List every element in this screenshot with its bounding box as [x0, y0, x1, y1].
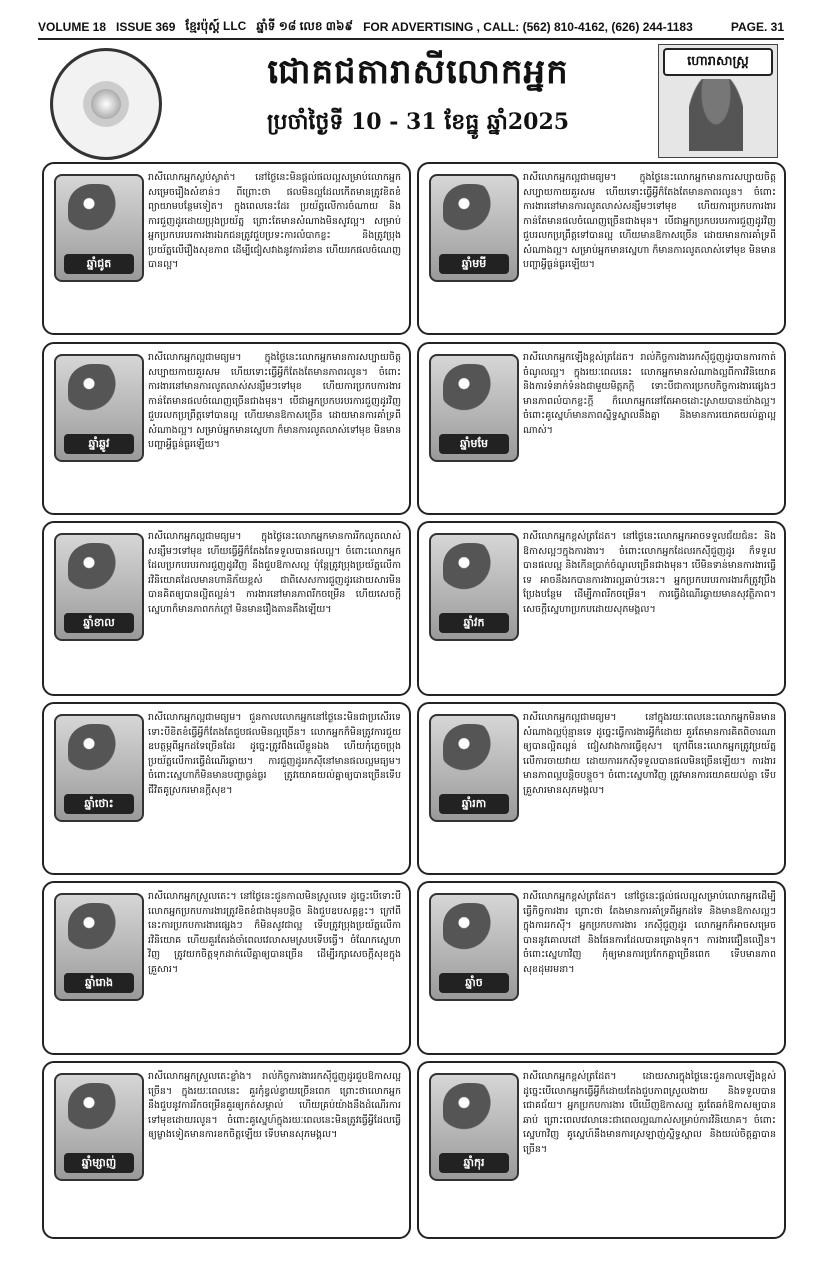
zodiac-image — [429, 1073, 519, 1181]
horoscope-card — [417, 1061, 786, 1239]
masthead-bar — [38, 16, 784, 40]
zodiac-label: ឆ្នាំថោះ — [64, 794, 134, 814]
horoscope-card — [42, 702, 411, 875]
horoscope-card — [417, 702, 786, 875]
zodiac-label: ឆ្នាំវក — [439, 613, 509, 633]
zodiac-label: ឆ្នាំជូត — [64, 254, 134, 274]
horoscope-text: រាសីលោកអ្នកល្អជាមធ្យម។ ក្នុងថ្ងៃនេះលោកអ្នកមានការរីកលូតលាស់សន្សឹមៗទៅមុខ ហើយធ្វើអ្វីក៏តែងតែទទួលបានផលល្អ។ ចំពោះលោកអ្នកដែលប្រកបរបរការជួញដូរវិញ នឹងជួបឱកាសល្អ ប៉ុន្តែត្រូវប្រុងប្រយ័ត្នលើការវិនិយោគដែលមានហានិភ័យខ្ពស់ ជាពិសេសការជួញដូរដោយសារមិនបានគិតឲ្យបានល្អិតល្អន់។ ការងារនៅមានភាពរីកចម្រើន ហើយសេចក្ដីស្នេហាក៏មានភាពកក់ក្ដៅ មិនមានរឿងតានតឹងឡើយ។ — [148, 531, 401, 615]
paper-name: ខ្មែរប៉ុស្ត៍ LLC — [185, 19, 247, 33]
page-title: ជោគជតារាសីលោកអ្នក — [267, 52, 569, 92]
zodiac-label: ឆ្នាំខាល — [64, 613, 134, 633]
horoscope-text: រាសីលោកអ្នកស្ងប់ស្ងាត់។ នៅថ្ងៃនេះមិនផ្ដល់ផលល្អសម្រាប់លោកអ្នកសម្រេចរឿងសំខាន់ៗ ពីព្រោះថា ផលមិនល្អដែលកើតមានត្រូវខិតខំព្យាយាមបន្ថែមទៀត។ ក្នុងពេលនេះដែរ ប្រយ័ត្នលើការចំណាយ និងការជួញដូរដោយប្រុងប្រយ័ត្ន ព្រោះតែមានសំណាងមិនសូវល្អ។ សម្រាប់អ្នកប្រកបរបរការងារឯកជនត្រូវជួបប្រទះការលំបាកខ្លះ និងត្រូវប្រុងប្រយ័ត្នលើរឿងសុខភាព ដើម្បីជៀសវាងនូវការរំខាន ហើយរកផលចំណេញបានល្អ។ — [148, 172, 401, 270]
zodiac-image — [54, 174, 144, 282]
horoscope-text: រាសីលោកអ្នកល្អជាមធ្យម។ ក្នុងថ្ងៃនេះលោកអ្នកមានការសប្បាយចិត្ត សប្បាយកាយគួរសម ហើយទោះធ្វើអ្វីក៏តែងតែមានភាពរលូន។ ចំពោះការងារនៅមានការលូតលាស់សន្សឹមៗទៅមុខ ហើយការប្រកបការងារកាន់តែមានផលចំណេញច្រើនជាងមុន។ បើជាអ្នកប្រកបរបរការជួញដូរវិញ ជួបរលកប្រព្រឹត្តទៅបានល្អ ហើយមានឱកាសច្រើន ដោយមានការគាំទ្រពីសំណាងល្អ។ សម្រាប់អ្នកមានស្នេហា ក៏មានការលូតលាស់ទៅមុខ មិនមានបញ្ហាអ្វីធ្ងន់ធ្ងរឡើយ។ — [523, 172, 776, 270]
zodiac-label: ឆ្នាំម្សាញ់ — [64, 1153, 134, 1173]
horoscope-text: រាសីលោកអ្នកល្អជាមធ្យម។ ជួនកាលលោកអ្នកនៅថ្ងៃនេះមិនជាប្រសើរទេ ទោះបីខិតខំធ្វើអ្វីក៏តែងតែជួបផលមិនល្អច្រើន។ លោកអ្នកក៏មិនត្រូវការជួយឧបត្ថម្ភពីអ្នកដទៃច្រើនដែរ ដូច្នេះត្រូវពឹងលើខ្លួនឯង ហើយកុំភ្លេចប្រុងប្រយ័ត្នលើការធ្វើដំណើរឆ្ងាយ។ ការជួញដូររកស៊ីនៅមានផលល្អមធ្យម។ ចំពោះស្នេហាក៏មិនមានបញ្ហាធ្ងន់ធ្ងរ ត្រូវយោគយល់គ្នាឲ្យបានច្រើនទើបជីវិតគូស្រករមានក្ដីសុខ។ — [148, 712, 401, 796]
zodiac-label: ឆ្នាំច — [439, 973, 509, 993]
volume: VOLUME 18 — [38, 20, 107, 34]
pig-icon — [443, 1083, 503, 1139]
horoscope-card — [417, 881, 786, 1055]
horoscope-card — [417, 162, 786, 335]
horoscope-text: រាសីលោកអ្នកឡើងខ្ពស់ត្រដែត។ រាល់កិច្ចការងាររកស៊ីជួញដូរបានការកាត់ចំណូលល្អ។ ក្នុងរយៈពេលនេះ លោកអ្នកមានសំណាងល្អពីការវិនិយោគ និងការទំនាក់ទំនងជាមួយមិត្តភក្ដិ ទោះបីជាការប្រកបកិច្ចការងារផ្សេងៗមានភាពលំបាកខ្លះក្ដី ក៏លោកអ្នកនៅតែអាចដោះស្រាយបានយ៉ាងល្អ។ ចំពោះគូស្នេហ៍មានភាពស្និទ្ធស្នាលនឹងគ្នា និងមានការយោគយល់គ្នាល្អណាស់។ — [523, 352, 776, 436]
zodiac-image — [429, 354, 519, 462]
zodiac-image — [429, 893, 519, 1001]
horse-icon — [443, 184, 503, 240]
rabbit-icon — [68, 724, 128, 780]
horoscope-card — [417, 342, 786, 515]
rat-icon — [68, 184, 128, 240]
astrologer-figure-icon — [689, 79, 743, 151]
page-header — [38, 42, 784, 160]
zodiac-wheel-icon — [50, 48, 162, 160]
dragon-icon — [68, 903, 128, 959]
zodiac-label: ឆ្នាំរកា — [439, 794, 509, 814]
zodiac-image — [429, 533, 519, 641]
zodiac-image — [429, 714, 519, 822]
zodiac-image — [54, 714, 144, 822]
page-number: PAGE. 31 — [730, 20, 784, 34]
horoscope-text: រាសីលោកអ្នកខ្ពស់ត្រដែត។ នៅថ្ងៃនេះផ្ដល់ផលល្អសម្រាប់លោកអ្នកដើម្បីធ្វើកិច្ចការងារ ព្រោះថា តែងមានការគាំទ្រពីអ្នកដទៃ និងមានឱកាសល្អៗក្នុងការរកស៊ី។ អ្នកប្រកបការងារ រកស៊ីជួញដូរ លោកអ្នកក៏អាចសម្រេចបាននូវគោលដៅ និងផែនការដែលបានគ្រោងទុក។ ការងារជឿនលឿន។ ចំពោះស្នេហាវិញ កុំឲ្យមានការប្រកែកគ្នាច្រើនពេក ទើបមានភាពសុខដុមរមនា។ — [523, 891, 776, 975]
zodiac-image — [429, 174, 519, 282]
horoscope-card — [42, 881, 411, 1055]
zodiac-label: ឆ្នាំកុរ — [439, 1153, 509, 1173]
horoscope-text: រាសីលោកអ្នកល្អជាមធ្យម។ ក្នុងថ្ងៃនេះលោកអ្នកមានការសប្បាយចិត្ត សប្បាយកាយគួរសម ហើយទោះធ្វើអ្វីក៏តែងតែមានភាពរលូន។ ចំពោះការងារនៅមានការលូតលាស់សន្សឹមៗទៅមុខ ហើយការប្រកបការងារកាន់តែមានផលចំណេញច្រើនជាងមុន។ បើជាអ្នកប្រកបរបរការជួញដូរវិញ ជួបរលកប្រព្រឹត្តទៅបានល្អ ហើយមានឱកាសច្រើន ដោយមានការគាំទ្រពីសំណាងល្អ។ សម្រាប់អ្នកមានស្នេហា ក៏មានការលូតលាស់ទៅមុខ មិនមានបញ្ហាអ្វីធ្ងន់ធ្ងរឡើយ។ — [148, 352, 401, 450]
monkey-icon — [443, 543, 503, 599]
astrology-badge: ហោរាសាស្ត្រ — [663, 48, 773, 76]
snake-icon — [68, 1083, 128, 1139]
issue: ISSUE 369 — [116, 20, 176, 34]
sun-icon — [91, 89, 121, 119]
astrologer-image — [658, 44, 778, 158]
horoscope-text: រាសីលោកអ្នកខ្ពស់ត្រដែត។ ដោយសារក្នុងថ្ងៃនេះជួនកាលឡើងខ្ពស់ ដូច្នេះបើលោកអ្នកធ្វើអ្វីក៏ដោយតែងជួបភាពស្រួលងាយ និងទទួលបានជោគជ័យ។ អ្នកប្រកបការងារ បើឃើញឱកាសល្អ គួរតែឆក់ឱកាសឲ្យបានឆាប់ ព្រោះពេលវេលានេះជាពេលល្អណាស់សម្រាប់ការវិនិយោគ។ ចំពោះស្នេហាវិញ គូស្នេហ៍នឹងមានការស្រឡាញ់ស្និទ្ធស្នាល និងយល់ចិត្តគ្នាបានច្រើន។ — [523, 1071, 776, 1155]
zodiac-image — [54, 533, 144, 641]
zodiac-image — [54, 1073, 144, 1181]
year-issue: ឆ្នាំទី ១៨ លេខ ៣៦៩ — [256, 19, 354, 33]
horoscope-card — [42, 342, 411, 515]
zodiac-label: ឆ្នាំរោង — [64, 973, 134, 993]
zodiac-label: ឆ្នាំឆ្លូវ — [64, 434, 134, 454]
rooster-icon — [443, 724, 503, 780]
advert-line: FOR ADVERTISING , CALL: (562) 810-4162, (626) 244-1183 — [363, 20, 693, 34]
horoscope-card — [42, 1061, 411, 1239]
horoscope-text: រាសីលោកអ្នកស្រួលតេះខ្លាំង។ រាល់កិច្ចការងាររកស៊ីជួញដូរជួបឱកាសល្អច្រើន។ ក្នុងរយៈពេលនេះ គួរកុំខ្វល់ខ្វាយច្រើនពេក ព្រោះថាលោកអ្នកនឹងជួបនូវការរីកចម្រើនគួរឲ្យកត់សម្គាល់ ហើយគ្រប់យ៉ាងនឹងដំណើរការទៅមុខដោយរលូន។ ចំពោះគូស្នេហ៍ក្នុងរយៈពេលនេះមិនត្រូវធ្វើអ្វីដែលធ្វើឲ្យម្ខាងទៀតមានការខកចិត្តឡើយ ទើបមានសុភមង្គល។ — [148, 1071, 401, 1140]
horoscope-text: រាសីលោកអ្នកខ្ពស់ត្រដែត។ នៅថ្ងៃនេះលោកអ្នកអាចទទួលជ័យជំនះ និងឱកាសល្អៗក្នុងការងារ។ ចំពោះលោកអ្នកដែលរកស៊ីជួញដូរ ក៏ទទួលបានផលល្អ និងកើនប្រាក់ចំណូលច្រើនជាងមុន។ បើមិនទាន់មានការងារធ្វើទេ អាចនឹងរកបានការងារល្អឆាប់ៗនេះ។ អ្នកប្រកបរបរការងារក៏ត្រូវប្រឹងប្រែងបន្ថែម ដើម្បីភាពរីកចម្រើន។ ការធ្វើដំណើរឆ្ងាយមានសុវត្ថិភាព។ សេចក្ដីស្នេហាប្រកបដោយសុភមង្គល។ — [523, 531, 776, 615]
zodiac-image — [54, 354, 144, 462]
dog-icon — [443, 903, 503, 959]
horoscope-card — [42, 162, 411, 335]
horoscope-text: រាសីលោកអ្នកស្រួលតេះ។ នៅថ្ងៃនេះជួនកាលមិនស្រួលទេ ដូច្នេះបើទោះបីលោកអ្នកប្រកបការងារត្រូវខិតខំជាងមុនបន្តិច និងជួបឧបសគ្គខ្លះ។ ក្រៅពីនេះការប្រកបការងារផ្សេងៗ ក៏មិនសូវជាល្អ ទើបត្រូវប្រុងប្រយ័ត្នលើការវិនិយោគ ហើយគួរតែរង់ចាំពេលវេលាសមស្របទើបធ្វើ។ ចំណែកស្នេហាវិញ ត្រូវយកចិត្តទុកដាក់លើគ្នាឲ្យបានច្រើន ដើម្បីរក្សាសេចក្ដីសុខក្នុងគ្រួសារ។ — [148, 891, 401, 975]
tiger-icon — [68, 543, 128, 599]
horoscope-text: រាសីលោកអ្នកល្អជាមធ្យម។ នៅក្នុងរយៈពេលនេះលោកអ្នកមិនមានសំណាងល្អប៉ុន្មានទេ ដូច្នេះធ្វើការងារអ្វីក៏ដោយ គួរតែមានការគិតពិចារណាឲ្យបានល្អិតល្អន់ ជៀសវាងការធ្វើខុស។ ក្រៅពីនេះលោកអ្នកត្រូវប្រយ័ត្នលើការចាយវាយ ដោយការរកស៊ីទទួលបានផលមិនច្រើនឡើយ។ ការងារមានភាពល្អបន្តិចបន្តួច។ ចំពោះស្នេហាវិញ ត្រូវមានការយោគយល់គ្នា ទើបគ្រួសារមានសុភមង្គល។ — [523, 712, 776, 796]
horoscope-card — [42, 521, 411, 696]
goat-icon — [443, 364, 503, 420]
zodiac-image — [54, 893, 144, 1001]
page-subtitle: ប្រចាំថ្ងៃទី 10 - 31 ខែធ្នូ ឆ្នាំ2025 — [266, 109, 570, 135]
horoscope-card — [417, 521, 786, 696]
zodiac-label: ឆ្នាំមមី — [439, 254, 509, 274]
ox-icon — [68, 364, 128, 420]
zodiac-label: ឆ្នាំមមែ — [439, 434, 509, 454]
